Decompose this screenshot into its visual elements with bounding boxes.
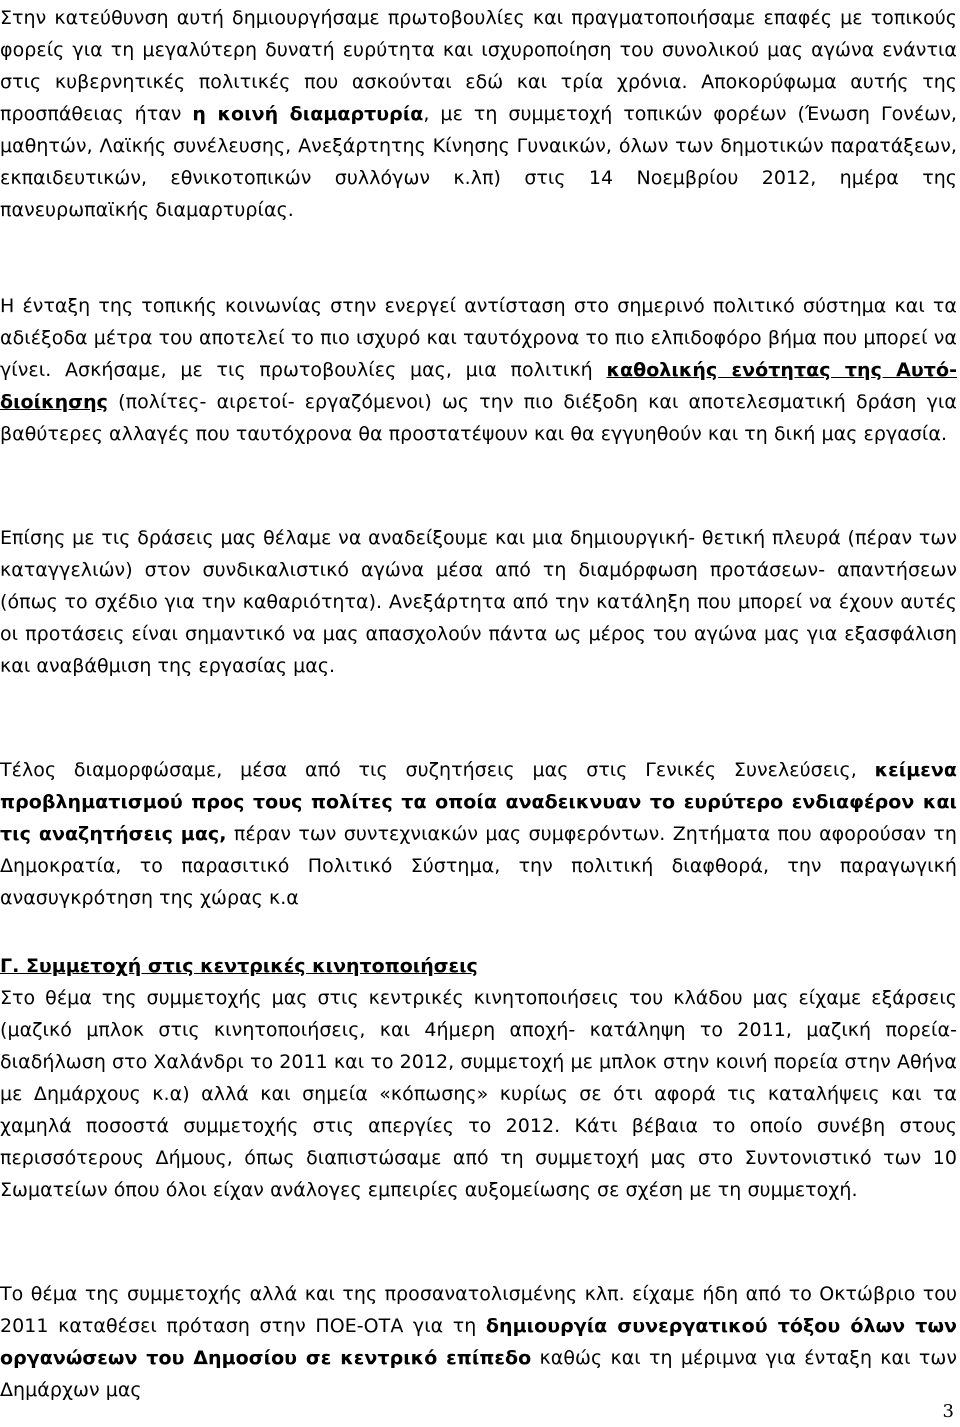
paragraph-5 — [0, 982, 957, 1206]
paragraph-1-bold: η κοινή διαμαρτυρία — [192, 103, 424, 125]
paragraph-2-text-b: (πολίτες- αιρετοί- εργαζόμενοι) ως την πιο διέξοδη και αποτελεσματική δράση για βαθύτερες αλλαγές που ταυτόχρονα θα προστατέψουν και θα εγγυηθούν και τη δική μας εργασία. — [0, 391, 957, 445]
paragraph-4-text-b: πέραν των συντεχνιακών μας συμφερόντων. Ζητήματα που αφορούσαν τη Δημοκρατία, το παρασιτικό Πολιτικό Σύστημα, την πολιτική διαφθορά, την παραγωγική ανασυγκρότηση της χώρας κ.α — [0, 823, 957, 909]
paragraph-3-text: Επίσης με τις δράσεις μας θέλαμε να αναδείξουμε και μια δημιουργική- θετική πλευρά (πέραν των καταγγελιών) στον συνδικαλιστικό αγώνα μέσα από τη διαμόρφωση προτάσεων- απαντήσεων (όπως το σχέδιο για την καθαριότητα). Ανεξάρτητα από την κατάληξη που μπορεί να έχουν αυτές οι προτάσεις είναι σημαντικό να μας απασχολούν πάντα ως μέρος του αγώνα μας για εξασφάλιση και αναβάθμιση της εργασίας μας. — [0, 527, 957, 677]
paragraph-5-text: Στο θέμα της συμμετοχής μας στις κεντρικές κινητοποιήσεις του κλάδου μας είχαμε εξάρσεις (μαζικό μπλοκ στις κινητοποιήσεις, και 4ήμερη αποχή- κατάληψη το 2011, μαζική πορεία- διαδήλωση στο Χαλάνδρι το 2011 και το 2012, συμμετοχή με μπλοκ στην κοινή πορεία στην Αθήνα με Δημάρχους κ.α) αλλά και σημεία «κόπωσης» κυρίως σε ότι αφορά τις καταλήψεις και τα χαμηλά ποσοστά συμμετοχής στις απεργίες το 2012. Κάτι βέβαια το οποίο συνέβη στους περισσότερους Δήμους, όπως διαπιστώσαμε από τη συμμετοχή μας στο Συντονιστικό των 10 Σωματείων όπου όλοι είχαν ανάλογες εμπειρίες αυξομείωσης σε σχέση με τη συμμετοχή. — [0, 987, 957, 1201]
paragraph-6-text-b: καθώς και τη μέριμνα για ένταξη και των Δημάρχων μας — [0, 1347, 958, 1401]
paragraph-6-text-a: Το θέμα της συμμετοχής αλλά και της προσανατολισμένης κλπ. είχαμε ήδη από το Οκτώβριο του 2011 καταθέσει πρόταση στην ΠΟΕ-ΟΤΑ για τη — [0, 1283, 957, 1337]
paragraph-2-bold-underlined: καθολικής ενότητας της Αυτό- διοίκησης — [0, 359, 958, 413]
paragraph-1-text-b: , με τη συμμετοχή τοπικών φορέων (Ένωση Γονέων, μαθητών, Λαϊκής συνέλευσης, Ανεξάρτητης Κίνησης Γυναικών, όλων των δημοτικών παρατάξεων, εκπαιδευτικών, εθνικοτοπικών συλλόγων κ.λπ) στις 14 Νοεμβρίου 2012, ημέρα της πανευρωπαϊκής διαμαρτυρίας. — [0, 103, 957, 221]
paragraph-4 — [0, 754, 957, 914]
section-heading: Γ. Συμμετοχή στις κεντρικές κινητοποιήσεις — [0, 955, 478, 977]
paragraph-1 — [0, 2, 957, 226]
paragraph-6 — [0, 1278, 957, 1406]
paragraph-6-bold: δημιουργία συνεργατικού τόξου όλων των οργανώσεων του Δημοσίου σε κεντρικό επίπεδο — [0, 1315, 957, 1369]
paragraph-3 — [0, 522, 957, 682]
page-number: 3 — [942, 1401, 954, 1422]
paragraph-2 — [0, 290, 957, 450]
paragraph-2-text-a: Η ένταξη της τοπικής κοινωνίας στην ενεργεί αντίσταση στο σημερινό πολιτικό σύστημα και τα αδιέξοδα μέτρα του αποτελεί το πιο ισχυρό και ταυτόχρονα το πιο ελπιδοφόρο βήμα που μπορεί να γίνει. Ασκήσαμε, με τις πρωτοβουλίες μας, μια πολιτική — [0, 295, 957, 381]
paragraph-4-bold: κείμενα προβληματισμού προς τους πολίτες τα οποία αναδεικνυαν το ευρύτερο ενδιαφέρον και τις αναζητήσεις μας, — [0, 759, 957, 845]
paragraph-4-text-a: Τέλος διαμορφώσαμε, μέσα από τις συζητήσεις μας στις Γενικές Συνελεύσεις, — [0, 759, 875, 781]
paragraph-1-text-a: Στην κατεύθυνση αυτή δημιουργήσαμε πρωτοβουλίες και πραγματοποιήσαμε επαφές με τοπικούς φορείς για τη μεγαλύτερη δυνατή ευρύτητα και ισχυροποίηση του συνολικού μας αγώνα ενάντια στις κυβερνητικές πολιτικές που ασκούνται εδώ και τρία χρόνια. Αποκορύφωμα αυτής της προσπάθειας ήταν — [0, 7, 957, 125]
